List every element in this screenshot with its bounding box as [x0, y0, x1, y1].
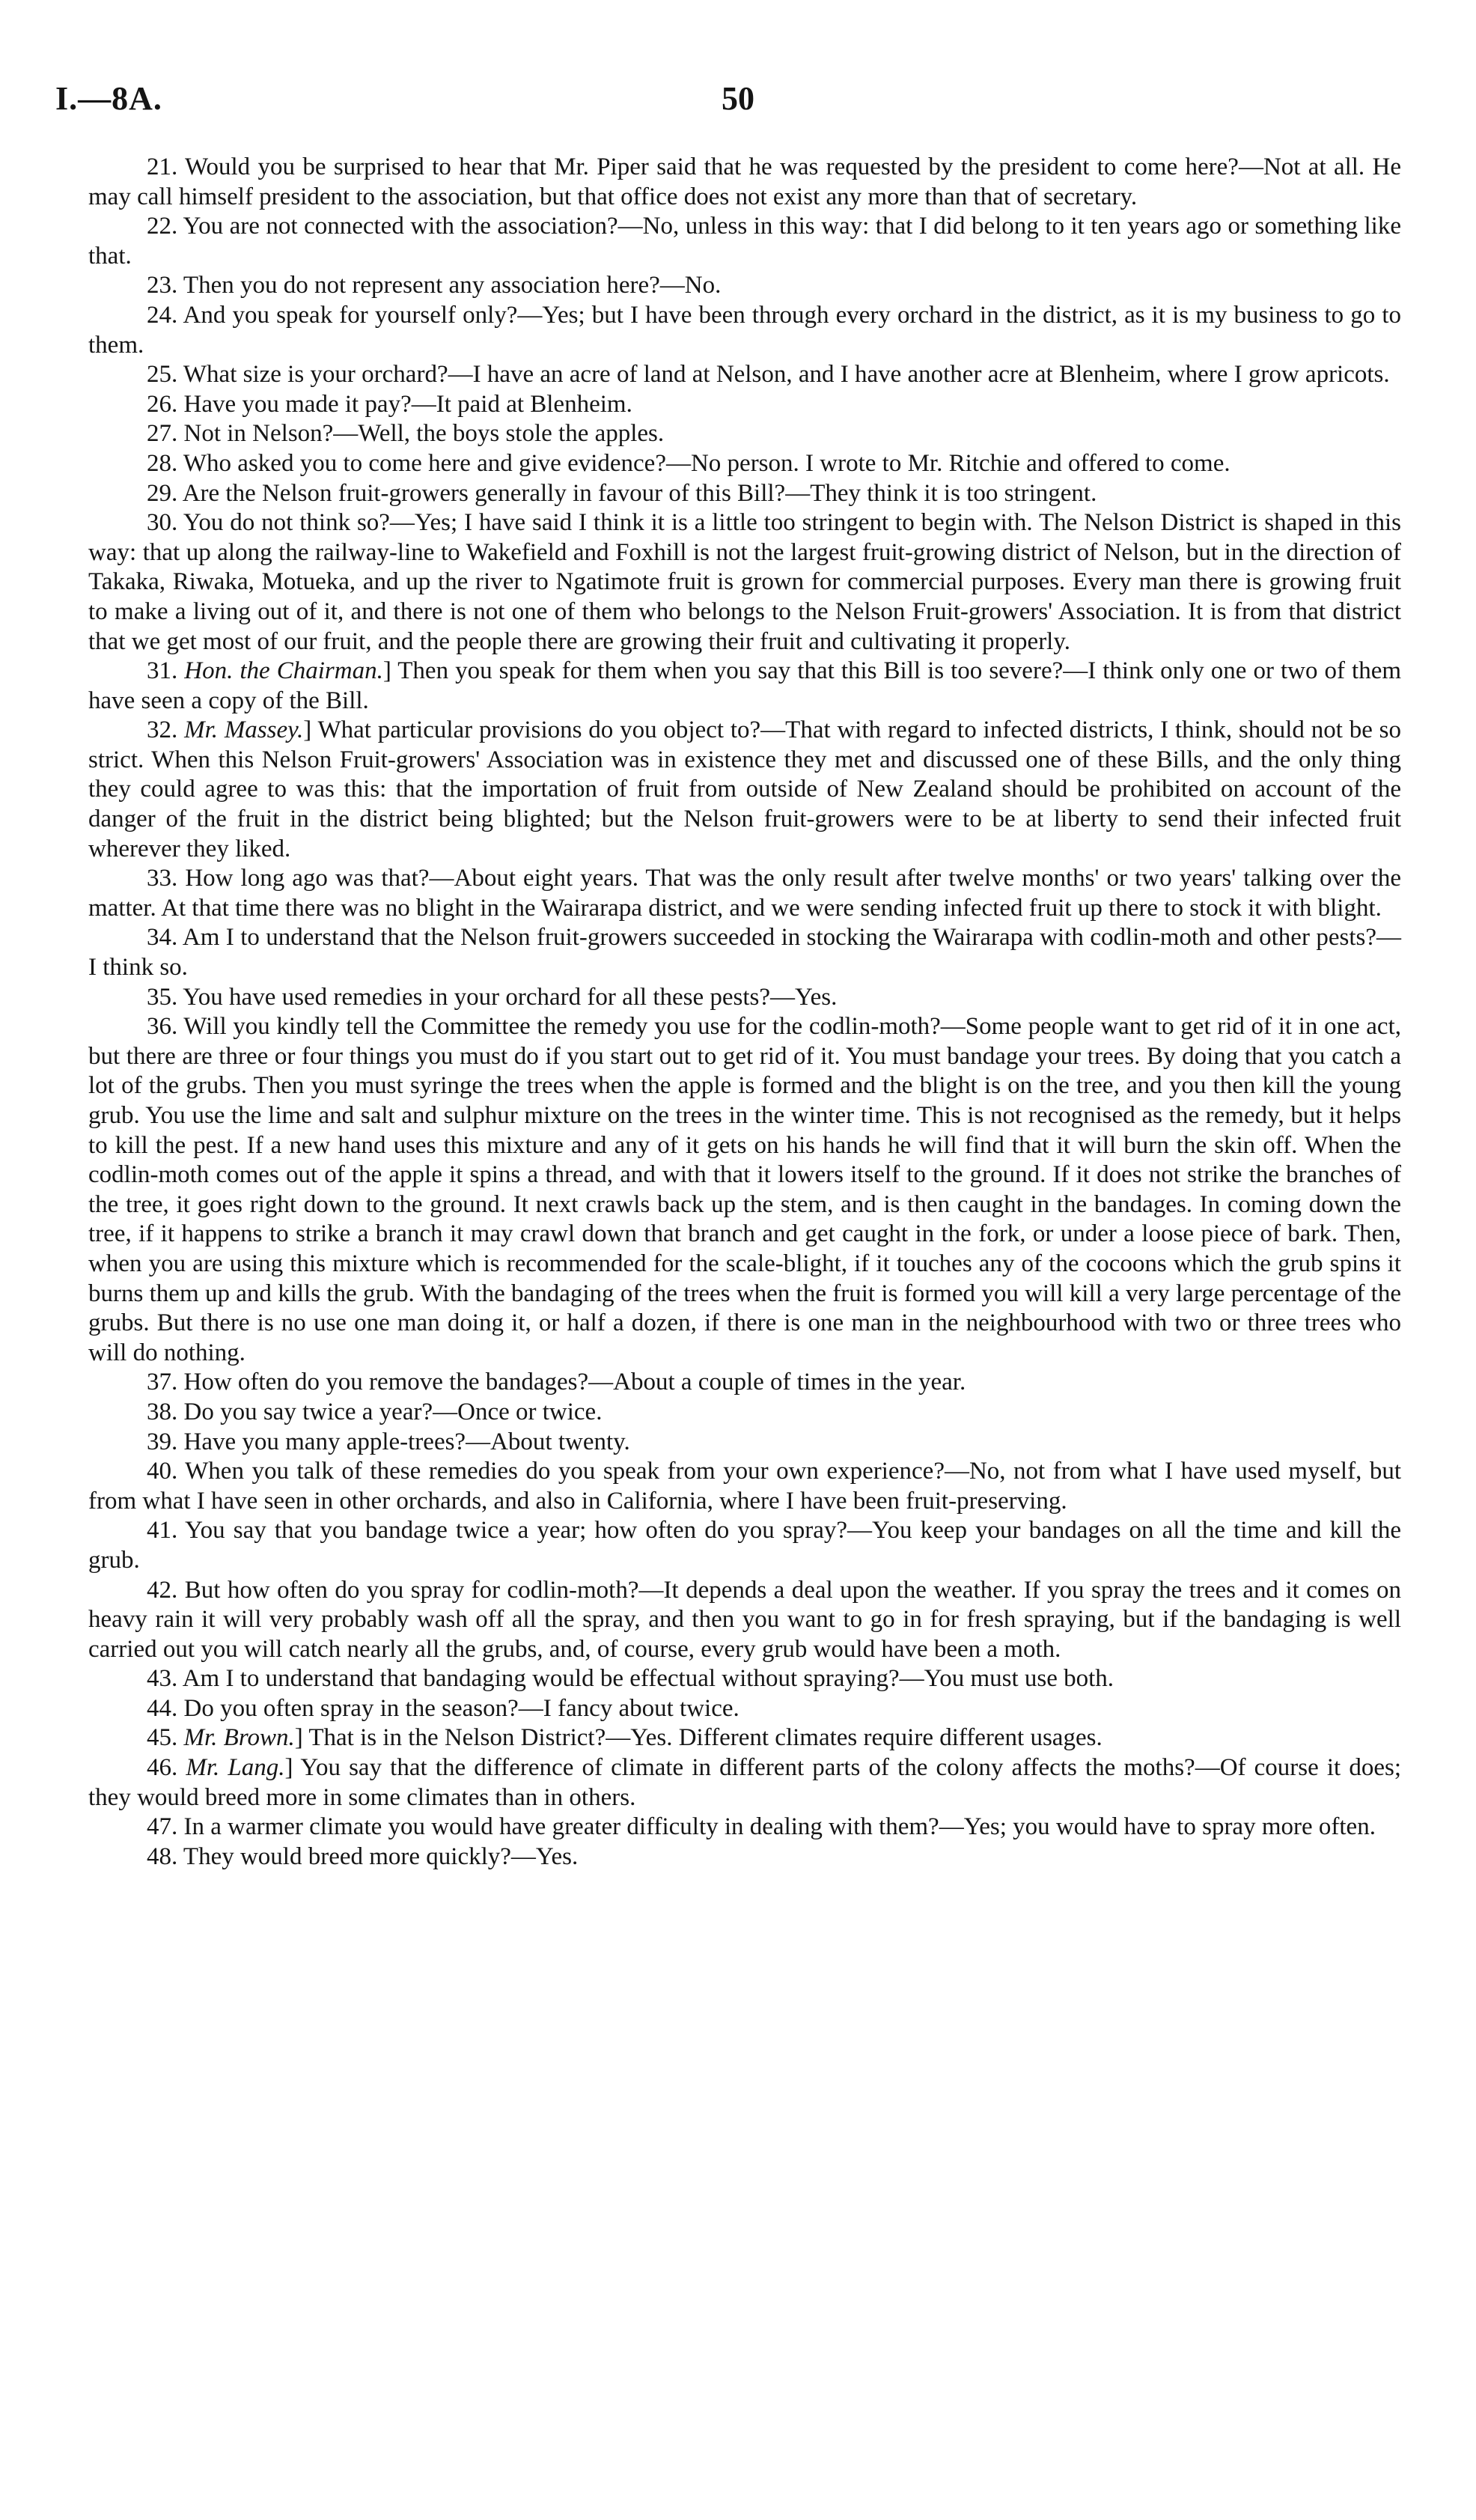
question-paragraph — [88, 1842, 1401, 1872]
question-number: 38. — [147, 1398, 178, 1425]
speaker-bracket: ] — [382, 657, 391, 685]
question-number: 32. — [147, 716, 178, 744]
question-number: 48. — [147, 1842, 178, 1870]
question-text: Have you made it pay?—It paid at Blenheim. — [183, 390, 632, 418]
question-paragraph — [88, 716, 1401, 864]
question-paragraph — [88, 479, 1401, 509]
question-paragraph — [88, 271, 1401, 301]
question-paragraph — [88, 983, 1401, 1013]
question-text: What particular provisions do you object to?—That with regard to infected districts, I think, should not be so strict. When this Nelson Fruit-growers' Association was in existence they met and discussed one of these Bills, and the only thing they could agree to was this: that the importation of fruit from outside of New Zealand should be prohibited on account of the danger of the fruit in the district being blighted; but the Nelson fruit-growers were to be at liberty to send their infected fruit wherever they liked. — [88, 716, 1402, 862]
question-paragraph — [88, 1012, 1401, 1368]
question-text: Will you kindly tell the Committee the remedy you use for the codlin-moth?—Some people want to get rid of it in one act, but there are three or four things you must do if you start out to get rid of it. You must bandage your trees. By doing that you catch a lot of the grubs. Then you must syringe the trees when the apple is formed and the blight is on the tree, and you then kill the young grub. You use the lime and salt and sulphur mixture on the trees in the winter time. This is not recognised as the remedy, but it helps to kill the pest. If a new hand uses this mixture and any of it gets on his hands he will find that it will burn the skin off. When the codlin-moth comes out of the apple it spins a thread, and with that it lowers itself to the ground. If it does not strike the branches of the tree, it goes right down to the ground. It next crawls back up the stem, and is then caught in the bandages. In coming down the tree, if it happens to strike a branch it may crawl down that branch and get caught in the fork, or under a loose piece of bark. Then, when you are using this mixture which is recommended for the scale-blight, if it touches any of the cocoons which the grub spins it burns them up and kills the grub. With the bandaging of the trees when the fruit is formed you will kill a very large percentage of the grubs. But there is no use one man doing it, or half a dozen, if there is one man in the neighbourhood with two or three trees who will do nothing. — [88, 1013, 1401, 1366]
question-paragraph — [88, 923, 1401, 982]
page-header — [0, 79, 1476, 124]
question-paragraph — [88, 1368, 1401, 1398]
question-number: 37. — [147, 1369, 178, 1396]
question-number: 46. — [147, 1754, 178, 1782]
question-paragraph — [88, 301, 1401, 360]
question-number: 43. — [147, 1665, 178, 1693]
question-number: 28. — [147, 449, 178, 477]
question-number: 41. — [147, 1517, 178, 1544]
question-text: Would you be surprised to hear that Mr. Piper said that he was requested by the president to come here?—Not at all. He may call himself president to the association, but that office does not exist any more than that of secretary. — [88, 153, 1401, 210]
question-paragraph — [88, 1576, 1401, 1665]
question-paragraph — [88, 508, 1401, 657]
question-text: And you speak for yourself only?—Yes; but I have been through every orchard in the district, as it is my business to go to them. — [88, 301, 1401, 359]
document-reference: I.—8A. — [55, 80, 162, 117]
question-text: You have used remedies in your orchard for all these pests?—Yes. — [183, 983, 838, 1011]
question-paragraph — [88, 1813, 1401, 1842]
speaker-bracket: ] — [284, 1754, 293, 1782]
question-paragraph — [88, 657, 1401, 716]
question-paragraph — [88, 1398, 1401, 1428]
question-text: You say that you bandage twice a year; how often do you spray?—You keep your bandages on all the time and kill the grub. — [88, 1517, 1401, 1574]
question-paragraph — [88, 864, 1401, 923]
question-text: Am I to understand that the Nelson fruit-growers succeeded in stocking the Wairarapa with codlin-moth and other pests?—I think so. — [88, 924, 1401, 981]
speaker-bracket: ] — [303, 716, 312, 744]
question-number: 25. — [147, 361, 178, 389]
question-text: Do you often spray in the season?—I fancy about twice. — [183, 1694, 739, 1722]
question-number: 33. — [147, 865, 178, 892]
question-text: You say that the difference of climate in different parts of the colony affects the moths?—Of course it does; they would breed more in some climates than in others. — [88, 1754, 1402, 1811]
question-paragraph — [88, 153, 1401, 212]
question-number: 31. — [147, 657, 178, 685]
speaker-name: Mr. Brown. — [183, 1724, 295, 1752]
question-number: 39. — [147, 1428, 178, 1455]
question-paragraph — [88, 360, 1401, 390]
question-text: How often do you remove the bandages?—About a couple of times in the year. — [183, 1369, 966, 1396]
speaker-bracket: ] — [294, 1724, 303, 1752]
question-text: Are the Nelson fruit-growers generally in favour of this Bill?—They think it is too stringent. — [182, 479, 1097, 507]
question-number: 24. — [147, 301, 178, 329]
speaker-name: Mr. Massey. — [184, 716, 304, 744]
question-text: Have you many apple-trees?—About twenty. — [183, 1428, 630, 1455]
question-paragraph — [88, 1428, 1401, 1458]
question-number: 47. — [147, 1813, 178, 1841]
question-text: What size is your orchard?—I have an acre of land at Nelson, and I have another acre at Blenheim, where I grow apricots. — [183, 361, 1390, 389]
question-text: Who asked you to come here and give evidence?—No person. I wrote to Mr. Ritchie and offered to come. — [183, 449, 1230, 477]
question-number: 26. — [147, 390, 178, 418]
question-number: 44. — [147, 1694, 178, 1722]
question-paragraph — [88, 1753, 1401, 1813]
question-text: They would breed more quickly?—Yes. — [183, 1842, 579, 1870]
speaker-name: Mr. Lang. — [186, 1754, 285, 1782]
question-text: Do you say twice a year?—Once or twice. — [183, 1398, 603, 1425]
speaker-name: Hon. the Chairman. — [184, 657, 383, 685]
question-number: 40. — [147, 1458, 178, 1485]
question-number: 35. — [147, 983, 178, 1011]
question-text: How long ago was that?—About eight years. That was the only result after twelve months' or two years' talking over the matter. At that time there was no blight in the Wairarapa district, and we were sending infected fruit up there to stock it with blight. — [88, 865, 1401, 922]
question-text: Am I to understand that bandaging would be effectual without spraying?—You must use both. — [182, 1665, 1114, 1693]
question-number: 29. — [147, 479, 178, 507]
question-text: You do not think so?—Yes; I have said I think it is a little too stringent to begin with. The Nelson District is shaped in this way: that up along the railway-line to Wakefield and Foxhill is not the largest fruit-growing district of Nelson, but in the direction of Takaka, Riwaka, Motueka, and up the river to Ngatimote fruit is grown for commercial purposes. Every man there is growing fruit to make a living out of it, and there is not one of them who belongs to the Nelson Fruit-growers' Association. It is from that district that we get most of our fruit, and the people there are growing their fruit and cultivating it properly. — [88, 509, 1401, 655]
question-paragraph — [88, 1457, 1401, 1516]
minutes-of-evidence — [88, 153, 1401, 1872]
question-paragraph — [88, 1516, 1401, 1575]
question-number: 27. — [147, 420, 178, 448]
question-paragraph — [88, 1664, 1401, 1694]
question-number: 23. — [147, 272, 178, 299]
question-paragraph — [88, 449, 1401, 479]
question-text: In a warmer climate you would have greater difficulty in dealing with them?—Yes; you would have to spray more often. — [183, 1813, 1376, 1841]
question-number: 30. — [147, 509, 178, 537]
question-paragraph — [88, 1694, 1401, 1724]
question-number: 21. — [147, 153, 178, 180]
question-number: 36. — [147, 1013, 178, 1041]
page-number: 50 — [722, 80, 754, 117]
question-text: Then you do not represent any association here?—No. — [183, 272, 722, 299]
question-text: You are not connected with the association?—No, unless in this way: that I did belong to it ten years ago or something like that. — [88, 213, 1401, 270]
question-number: 34. — [147, 924, 178, 952]
question-paragraph — [88, 212, 1401, 271]
question-paragraph — [88, 390, 1401, 420]
question-number: 42. — [147, 1576, 178, 1604]
question-paragraph — [88, 1723, 1401, 1753]
question-number: 45. — [147, 1724, 178, 1752]
question-text: Not in Nelson?—Well, the boys stole the apples. — [183, 420, 665, 448]
question-number: 22. — [147, 213, 178, 240]
question-text: But how often do you spray for codlin-moth?—It depends a deal upon the weather. If you spray the trees and it comes on heavy rain it will very probably wash off all the spray, and then you want to go in for fresh spraying, but if the bandaging is well carried out you will catch nearly all the grubs, and, of course, every grub would have been a moth. — [88, 1576, 1402, 1663]
question-text: Then you speak for them when you say that this Bill is too severe?—I think only one or two of them have seen a copy of the Bill. — [88, 657, 1402, 714]
question-text: When you talk of these remedies do you speak from your own experience?—No, not from what I have used myself, but from what I have seen in other orchards, and also in California, where I have been fruit-preserving. — [88, 1458, 1402, 1515]
question-text: That is in the Nelson District?—Yes. Different climates require different usages. — [302, 1724, 1103, 1752]
question-paragraph — [88, 419, 1401, 449]
